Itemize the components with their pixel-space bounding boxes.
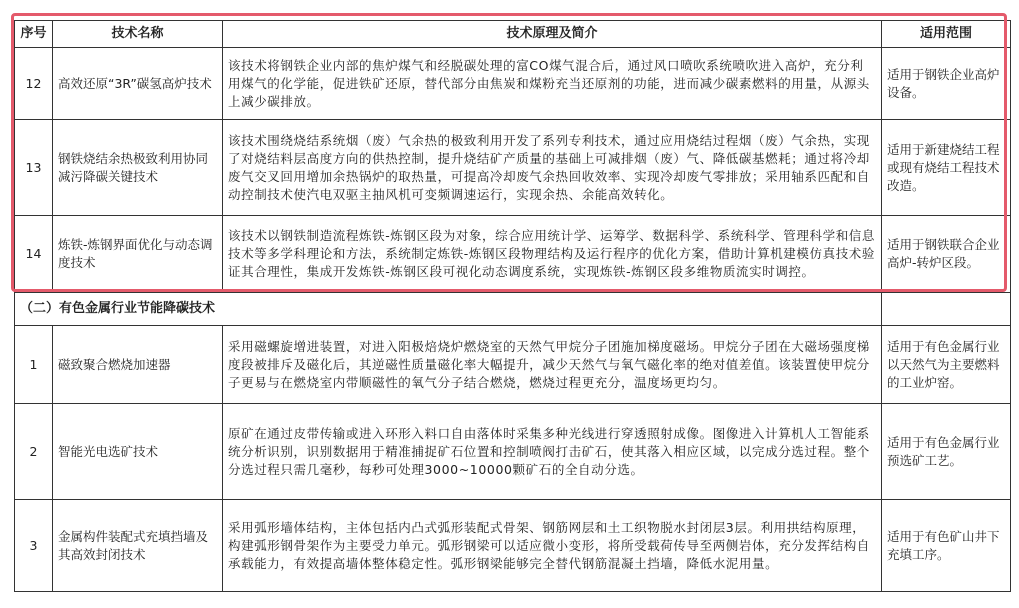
table-row xyxy=(15,48,1011,120)
table-row xyxy=(15,120,1011,216)
row-scope: 适用于有色金属行业预选矿工艺。 xyxy=(882,404,1011,500)
row-principle: 该技术围绕烧结系统烟（废）气余热的极致利用开发了系列专利技术，通过应用烧结过程烟（废）气余热，实现了对烧结料层高度方向的供热控制，提升烧结矿产质量的基础上可减排烟（废）气、降低碳基燃耗；通过将冷却废气交叉回用增加余热锅炉的取热量，可提高冷却废气余热回收效率、实现冷却废气零排放；采用轴系匹配和自动控制技术使汽电双驱主抽风机可变频调速运行，实现余热、余能高效转化。 xyxy=(223,120,882,216)
row-principle: 采用磁螺旋增进装置，对进入阳极焙烧炉燃烧室的天然气甲烷分子团施加梯度磁场。甲烷分子团在大磁场强度梯度段被排斥及磁化后，其逆磁性质量磁化率大幅提升，减少天然气与氧气磁化率的绝对值差值。该装置使甲烷分子更易与在燃烧室内带顺磁性的氧气分子结合燃烧，燃烧过程更充分，温度场更均匀。 xyxy=(223,326,882,404)
row-scope: 适用于钢铁企业高炉设备。 xyxy=(882,48,1011,120)
row-name: 金属构件装配式充填挡墙及其高效封闭技术 xyxy=(53,500,223,592)
row-num: 1 xyxy=(15,326,53,404)
header-num: 序号 xyxy=(15,21,53,48)
header-row xyxy=(15,21,1011,48)
header-scope: 适用范围 xyxy=(882,21,1011,48)
row-scope: 适用于有色矿山井下充填工序。 xyxy=(882,500,1011,592)
row-num: 12 xyxy=(15,48,53,120)
row-name: 磁致聚合燃烧加速器 xyxy=(53,326,223,404)
row-principle: 该技术将钢铁企业内部的焦炉煤气和经脱碳处理的富CO煤气混合后，通过风口喷吹系统喷吹进入高炉，充分利用煤气的化学能，促进铁矿还原，替代部分由焦炭和煤粉充当还原剂的功能，进而减少碳素燃料的用量，从源头上减少碳排放。 xyxy=(223,48,882,120)
row-principle: 采用弧形墙体结构，主体包括内凸式弧形装配式骨架、钢筋网层和土工织物脱水封闭层3层。利用拱结构原理，构建弧形钢骨架作为主要受力单元。弧形钢梁可以适应微小变形，将所受载荷传导至两侧岩体，充分发挥结构自承载能力，有效提高墙体整体稳定性。弧形钢梁能够完全替代钢筋混凝土挡墙，降低水泥用量。 xyxy=(223,500,882,592)
row-scope: 适用于新建烧结工程或现有烧结工程技术改造。 xyxy=(882,120,1011,216)
row-name: 炼铁-炼钢界面优化与动态调度技术 xyxy=(53,216,223,293)
row-name: 智能光电选矿技术 xyxy=(53,404,223,500)
section-empty-cell xyxy=(882,293,1011,326)
row-num: 13 xyxy=(15,120,53,216)
row-principle: 该技术以钢铁制造流程炼铁-炼钢区段为对象，综合应用统计学、运筹学、数据科学、系统科学、管理科学和信息技术等多学科理论和方法，系统制定炼铁-炼钢区段物理结构及运行程序的优化方案，借助计算机建模仿真技术验证其合理性，集成开发炼铁-炼钢区段可视化动态调度系统，实现炼铁-炼钢区段多维物质流实时调控。 xyxy=(223,216,882,293)
section-row xyxy=(15,293,1011,326)
row-principle: 原矿在通过皮带传输或进入环形入料口自由落体时采集多种光线进行穿透照射成像。图像进入计算机人工智能系统分析识别，识别数据用于精准捕捉矿石位置和控制喷阀打击矿石，使其落入相应区域，以完成分选过程。整个分选过程只需几毫秒，每秒可处理3000~10000颗矿石的全自动分选。 xyxy=(223,404,882,500)
technology-table xyxy=(14,20,1011,592)
section-title: （二）有色金属行业节能降碳技术 xyxy=(15,293,882,326)
table-row xyxy=(15,216,1011,293)
row-scope: 适用于钢铁联合企业高炉-转炉区段。 xyxy=(882,216,1011,293)
row-name: 钢铁烧结余热极致利用协同减污降碳关键技术 xyxy=(53,120,223,216)
row-num: 3 xyxy=(15,500,53,592)
row-scope: 适用于有色金属行业以天然气为主要燃料的工业炉窑。 xyxy=(882,326,1011,404)
header-principle: 技术原理及简介 xyxy=(223,21,882,48)
row-name: 高效还原“3R”碳氢高炉技术 xyxy=(53,48,223,120)
table-row xyxy=(15,326,1011,404)
table-row xyxy=(15,500,1011,592)
header-name: 技术名称 xyxy=(53,21,223,48)
row-num: 2 xyxy=(15,404,53,500)
table-row xyxy=(15,404,1011,500)
row-num: 14 xyxy=(15,216,53,293)
